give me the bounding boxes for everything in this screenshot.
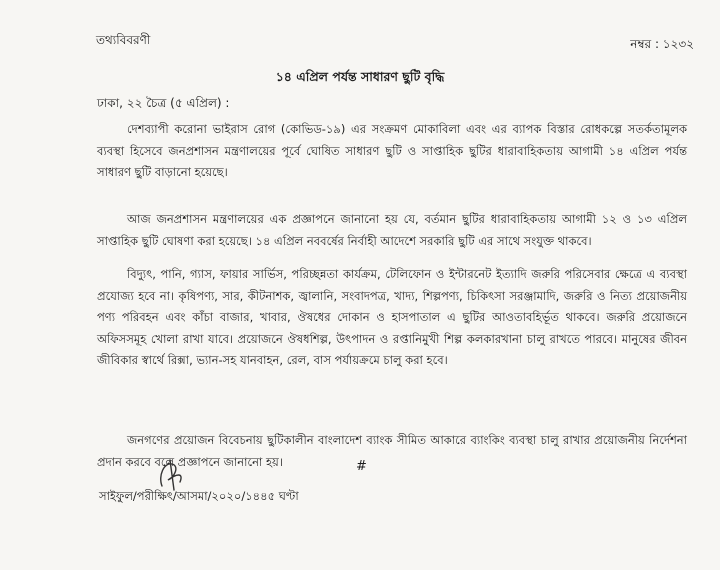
document-number: নম্বর : ১২৩২ [630, 37, 694, 51]
footer-reference: সাইফুল/পরীক্ষিৎ/আসমা/২০২০/১৪৪৫ ঘণ্টা [99, 489, 299, 503]
paragraph-1: দেশব্যাপী করোনা ভাইরাস রোগ (কোভিড-১৯) এর সংক্রমণ মোকাবিলা এবং এর ব্যাপক বিস্তার রোধকল্পে সতর্কতামূলক ব্যবস্থা হিসেবে জনপ্রশাসন মন্ত্রণালয়ের পূর্বে ঘোষিত সাধারণ ছুটি ও সাপ্তাহিক ছুটির ধারাবাহিকতায় আগামী ১৪ এপ্রিল পর্যন্ত সাধারণ ছুটি বাড়ানো হয়েছে। [97, 122, 688, 179]
paragraph-4: জনগণের প্রয়োজন বিবেচনায় ছুটিকালীন বাংলাদেশ ব্যাংক সীমিত আকারে ব্যাংকিং ব্যবস্থা চালু রাখার প্রয়োজনীয় নির্দেশনা প্রদান করবে বলে প্রজ্ঞাপনে জানানো হয়। [97, 433, 687, 469]
document-type-label: তথ্যবিবরণী [96, 33, 151, 47]
document-title: ১৪ এপ্রিল পর্যন্ত সাধারণ ছুটি বৃদ্ধি [275, 69, 445, 84]
end-mark: # [356, 459, 367, 474]
handwritten-signature [150, 456, 194, 492]
paragraph-3: বিদ্যুৎ, পানি, গ্যাস, ফায়ার সার্ভিস, পরিচ্ছন্নতা কার্যক্রম, টেলিফোন ও ইন্টারনেট ইত্যাদি জরুরি পরিসেবার ক্ষেত্রে এ ব্যবস্থা প্রযোজ্য হবে না। কৃষিপণ্য, সার, কীটনাশক, জ্বালানি, সংবাদপত্র, খাদ্য, শিল্পপণ্য, চিকিৎসা সরঞ্জামাদি, জরুরি ও নিত্য প্রয়োজনীয় পণ্য পরিবহন এবং কাঁচা বাজার, খাবার, ঔষধের দোকান ও হাসপাতাল এ ছুটির আওতাবহির্ভূত থাকবে। জরুরি প্রয়োজনে অফিসসমূহ খোলা রাখা যাবে। প্রয়োজনে ঔষধশিল্প, উৎপাদন ও রপ্তানিমুখী শিল্প কলকারখানা চালু রাখতে পারবে। মানুষের জীবন জীবিকার স্বার্থে রিক্সা, ভ্যান-সহ যানবাহন, রেল, বাস পর্যায়ক্রমে চালু করা হবে। [97, 267, 687, 367]
dateline: ঢাকা, ২২ চৈত্র (৫ এপ্রিল) : [97, 96, 230, 110]
paragraph-2: আজ জনপ্রশাসন মন্ত্রণালয়ের এক প্রজ্ঞাপনে জানানো হয় যে, বর্তমান ছুটির ধারাবাহিকতায় আগামী ১২ ও ১৩ এপ্রিল সাপ্তাহিক ছুটি ঘোষণা করা হয়েছে। ১৪ এপ্রিল নববর্ষের নির্বাহী আদেশে সরকারি ছুটি এর সাথে সংযুক্ত থাকবে। [97, 212, 687, 248]
